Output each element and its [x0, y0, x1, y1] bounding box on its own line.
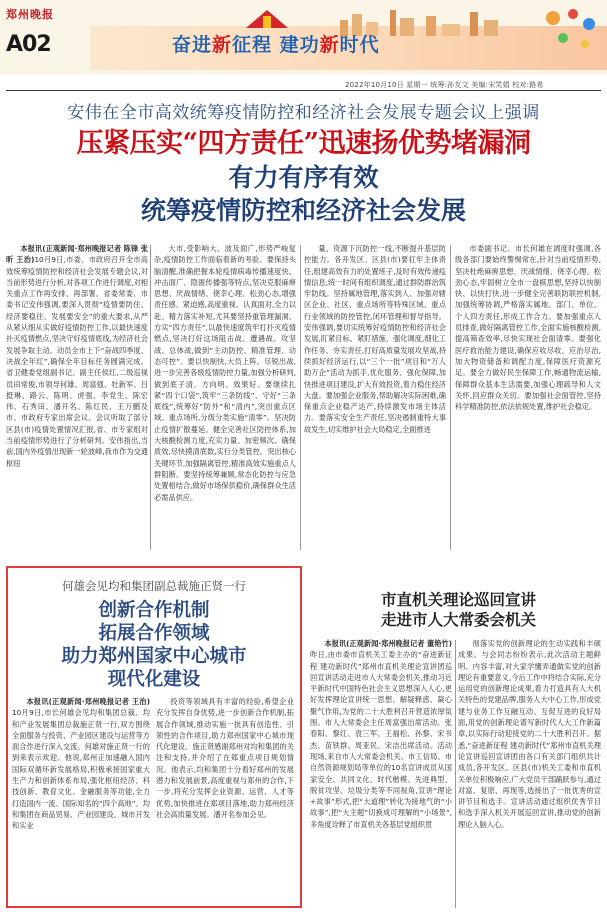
newspaper-name: 郑州晚报: [6, 8, 54, 21]
header-divider: [6, 90, 601, 91]
boxed-article-title-3: 助力郑州国家中心城市: [61, 646, 247, 667]
slogan-new-1: 新: [212, 34, 233, 56]
party-emblem-icon: [240, 8, 294, 30]
main-article-byline: 本报讯(正观新闻·郑州晚报记者 陈锋 张昕 王治): [6, 244, 148, 265]
headline-subtitle-2: 统筹疫情防控和经济社会发展: [140, 196, 466, 225]
masthead-slogan: [172, 30, 380, 57]
column-divider: [150, 245, 151, 550]
headline-title: 压紧压实“四方责任”迅速扬优势堵漏洞: [76, 128, 531, 159]
boxed-article-byline: 本报讯(正观新闻·郑州晚报记者 王治): [26, 697, 150, 706]
masthead: [0, 0, 607, 75]
main-article-column-2: [154, 243, 296, 551]
headline-subtitle-1: 有力有序有效: [228, 163, 379, 192]
right-article-text-2: 彻落实党的创新理论的生动实践和丰硕成果。与会同志纷纷表示,此次活动主题鲜明、内容丰富,对大家学懂弄通做实党的创新理论有重要意义,今后工作中将结合实际,充分运用党的创新理论成果,着力打造具有人大机关特色的党建品牌,服务人大中心工作,形成党建与业务工作互融互动、互促互进的良好局面,用党的创新理论谱写新时代人大工作新篇章,以实际行动迎接党的二十大胜利召开。据悉,“奋进新征程 建功新时代”郑州市直机关理论宣讲巡回宣讲团由各口有关部门组织共计成员,各开发区、区县(市)机关工委和市直机关单位积极响应,广大党员干部踊跃参与,通过对富、复原、再现等,选接出了一批优秀的宣讲节目和选手。宣讲活动通过组织优秀节目和选手深入机关开展巡回宣讲,推动党的创新理论入脑入心。: [458, 639, 601, 829]
headline-kicker: 安伟在全市高效统筹疫情防控和经济社会发展专题会议上强调: [67, 103, 540, 123]
main-article-column-3: [304, 243, 446, 551]
slogan-part-3: 时代: [339, 34, 380, 56]
column-divider: [455, 640, 456, 908]
boxed-article-title-4: 现代化建设: [107, 669, 201, 690]
right-article-title-1: 市直机关理论巡回宣讲: [380, 590, 536, 609]
main-article-text-3: 量、资源下沉防控一线,不断提升基层防控能力。各开发区、区县(市)要扛牢主体责任,组建高效有力的处置班子,及时有效传递疫情信息,统一时间有组织调度,通过群防群治筑牢防线。坚持属地管理,落实到人、加强对辖区企业、社区、重点场所等特殊区域、重点行业领域的防控管控,闭环管理和督导指导。安伟强调,要切实统筹好疫情防控和经济社会发展,盯紧目标、紧盯措施、强化调度,细化工作任务、夯实责任,打好高质量发展攻坚战,持续抓好经济运行,以“三个一批”项目和“万人助万企”活动为抓手,优化服务、强化保障,加快推进项目建设,扩大有效投资,着力稳住经济大盘。要加强企业服务,帮助解决实际困难,确保重点企业稳产达产,持续激发市场主体活力。要落实安全生产责任,坚决遏制重特大事故发生,切实维护社会大局稳定,全面推进: [304, 244, 446, 434]
boxed-article-title-1: 创新合作机制: [98, 600, 210, 621]
boxed-article-title-2: 拓展合作领域: [98, 623, 210, 644]
boxed-article-column-1: [12, 696, 150, 904]
decorative-figures-icon: [541, 4, 601, 54]
boxed-article-text-1: 10月9日,市长何雄会见均和集团总裁、均和产业发展集团总裁施正贤一行,双方围绕全面服务与投资、产业园区建设与运营等方面合作进行深入交流。何雄对施正贤一行的到来表示欢迎。他说,郑州正加速融入国内国际双循环新发展格局,积极承接国家重大生产力和创新体系布局,强化枢纽经济、科技创新、教育文化、金融服务等功能,全力打造国内一流、国际知名的“四个高地”。均和集团在商品贸易、产业园建设、城市开发和实业: [12, 708, 150, 831]
boxed-article: [6, 566, 302, 908]
page-number-label: A02: [6, 32, 51, 57]
main-article-text-4: 市委副书记、市长何雄在调度时强调,各级各部门要始终警惕常在,针对当前疫情形势,坚决杜绝麻痹思想、厌战情绪、侥幸心理、松劲心态,牢固树立全市一盘棋思想,坚持以快制快、以快打快,进一步健全完善联防联控机制,加强统筹协调,严格落实属地、部门、单位、个人四方责任,形成工作合力。要加强重点人员排查,做好隔离管控工作,全面实施核酸检测,提高筛查效率,尽快实现社会面清零。要强化医疗救治能力建设,确保应收尽收、应治尽治,加大物资储备和调配力度,保障医疗资源充足。要全力做好民生保障工作,畅通物流运输,保障群众基本生活需要,加强心理疏导和人文关怀,回应群众关切。要加强社会面管控,坚持科学精准防控,依法依规处置,维护社会稳定。: [455, 244, 601, 412]
slogan-part-1: 奋进: [172, 34, 213, 56]
slogan-new-2: 新: [319, 34, 340, 56]
main-article-column-4: [455, 243, 601, 551]
edition-info-line: 2022年10月10日 星期一 统筹:孙友文 美编:宋笑娟 校对:路希: [345, 81, 544, 89]
right-article-title-2: 走进市人大常委会机关: [380, 610, 536, 629]
main-article-text-2: 大市,受影响大、波及面广,形势严峻复杂,疫情防控工作面临着新的考验。要保持头脑清醒,准确把握本轮疫情病毒传播速度快、冲击面广、隐匿传播强等特点,坚决克服麻痹思想、厌战情绪、侥幸心理、松劲心态,增强责任感、紧迫感,高度重视、认真面对,全力以赴、精力落实补短,尤其要坚持重管理漏洞、方实“四方责任”,以最快速度筑牢打扑灭疫情燃点,坚决打好这场阻击战、遭遇战、攻坚战、总体战,做到“主动防控、精准管理、动态可控”。要以快制快,大员上阵、尽锐出战,进一步完善各级疫情防控力量,加强分析研判,做到底子清、方向明、效果好。要继续扎紧“四个口袋”,筑牢“三条防线”、守好“三条底线”,统筹好“防外”和“清内”,突出重点区域、重点场所,分级分类实施“清零”。坚决防止疫情扩散蔓延。健全完善社区防控体系,加大核酸检测力度,充实力量、加密频次、确保质效,尽快摸清底数,实行分类管控。突出核心关键环节,加强隔离管控,精准高效实施重点人群阻断。要坚持统筹兼顾,常态化防控与应急处置相结合,做好市场保供稳价,确保群众生活必需品供应。: [154, 244, 296, 502]
right-article-column-2: [458, 638, 601, 910]
column-divider: [300, 245, 301, 550]
column-divider: [450, 245, 451, 550]
main-article-text-1: 10月9日,市委、市政府召开全市高效统筹疫情防控和经济社会发展专题会议,对当前形势进行分析,对各项工作进行调度,对相关重点工作再安排、再部署。省委常委、市委书记安伟强调,要深入贯彻“疫情要防住、经济要稳住、发展要安全”的重大要求,从严从紧从细从实做好疫情防控工作,以最快速度扑灭疫情燃点,坚决守好疫情底线,为经济社会发展争取主动。动员全市上下“奋战四季度、决战全年红”,确保全年目标任务圆满完成。省卫健委党组副书记、副主任侯红,二级巡视员田常俊,市领导何雄、周富强、牡新军、吕挺琳、路云、陈明、虎强、李党生、陈宏伟、石秀田、潘开名、陈红民、王万鹏及市、市政府专家出席会议。会议听取了部分区县(市)疫情处置情况汇报,省、市专家组对当前疫情形势进行了分析研判。安伟指出,当前,国内外疫情出现新一轮波峰,我市作为交通枢纽: [6, 255, 148, 468]
right-article-byline: 本报讯(正观新闻·郑州晚报记者 董艳竹): [324, 639, 452, 648]
boxed-article-kicker: 何雄会见均和集团副总裁施正贤一行: [62, 579, 246, 593]
boxed-article-column-2: [156, 696, 294, 904]
main-article-column-1: [6, 243, 148, 551]
right-article-text-1: 昨日,由市委市直机关工委主办的“奋进新征程 建功新时代”郑州市直机关理论宣讲团巡回宣讲活动走进市人大常委会机关,推动习近平新时代中国特色社会主义思想深入人心,更好发挥理论宣讲统一思想、解疑释惑、凝心聚气作用,为党的二十大胜利召开营造浓厚氛围。市人大常委会主任周富强出席活动。张春阳、黎红、袁三军、王福松、孙黎、宋书杰、苗铁群、周亚民、宋洁出席活动。活动现场,来自市人大常委会机关、市工信局、市自然资源规划局等单位的10名宣讲成员从国家安全、共同文化、时代楷模、先进典型、脱贫攻坚、垃圾分类等不同视角,宣讲“理论+故事”形式,把“大道理”转化为接地气的“小故事”,把“大主题”切换成可理解的“小场景”,多角度诠释了市直机关各基层党组织贯: [310, 650, 452, 829]
page-number: [6, 32, 51, 57]
right-article-column-1: [310, 638, 452, 910]
slogan-part-2: 征程 建功: [232, 34, 320, 56]
boxed-article-text-2: 投资等领域具有丰富的经验,希望企业充分发挥自身优势,进一步创新合作机制,拓展合作领域,推动实施一批具有创造性、引领性的合作项目,助力郑州国家中心城市现代化建设。施正贤感谢郑州对均和集团的关注和支持,并介绍了在郑重点项目规划情况。他表示,均和集团十分看好郑州的发展潜力和发展前景,高度重视与郑州的合作,下一步,将充分发挥企业资源、运营、人才等优势,加快推进在郑项目落地,助力郑州经济社会高质量发展。潘开名参加会见。: [156, 697, 294, 819]
